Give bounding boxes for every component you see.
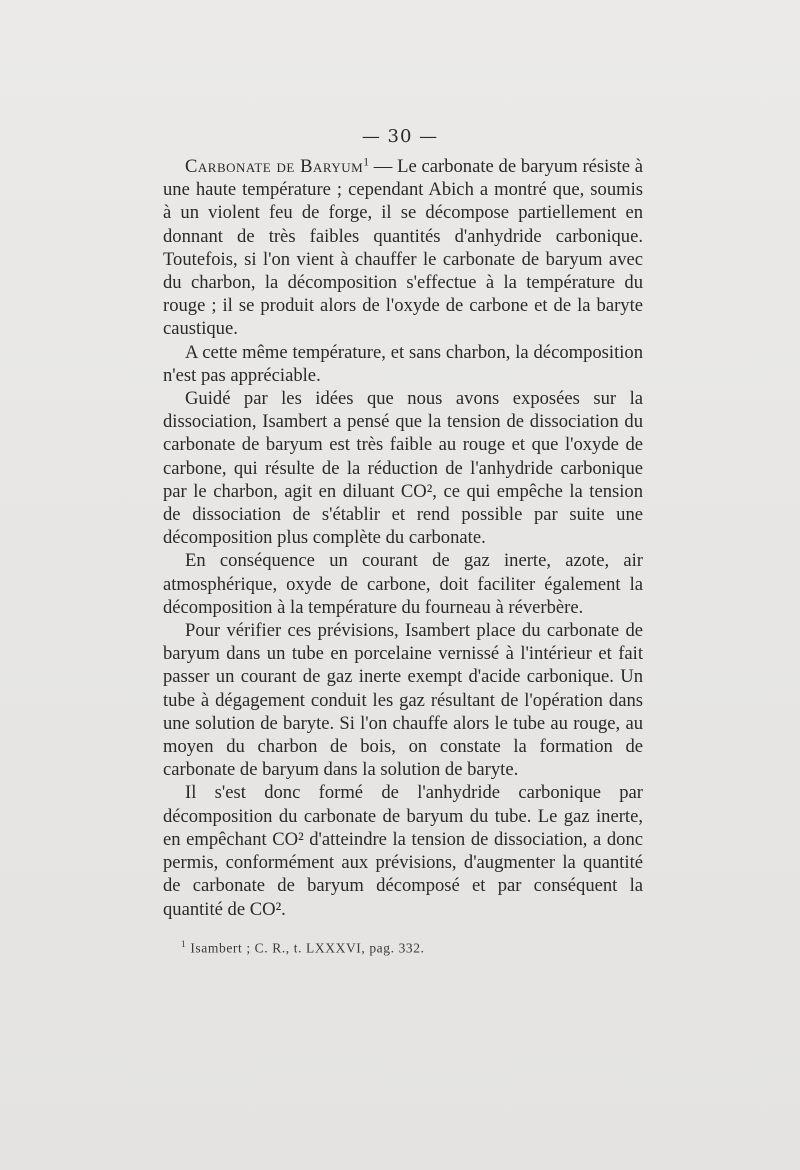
body-text xyxy=(163,155,643,921)
paragraph-1-text: — Le carbonate de baryum résiste à une haute température ; cependant Abich a montré que, soumis à un violent feu de forge, il se décompose partiellement en donnant de très faibles quantités d'anhydride carbonique. Toutefois, si l'on vient à chauffer le carbonate de baryum avec du charbon, la décomposition s'effectue à la température du rouge ; il se produit alors de l'oxyde de carbone et de la baryte caustique. xyxy=(163,156,643,340)
footnote-reference: 1 xyxy=(363,156,369,169)
page-number: — 30 — xyxy=(361,126,439,147)
paragraph-1 xyxy=(163,155,643,341)
paragraph-6: Il s'est donc formé de l'anhydride carbonique par décomposition du carbonate de baryum du tube. Le gaz inerte, en empêchant CO² d'atteindre la tension de dissociation, a donc permis, conformément aux prévisions, d'augmenter la quantité de carbonate de baryum décomposé et par conséquent la quantité de CO². xyxy=(163,782,643,920)
paragraph-5: Pour vérifier ces prévisions, Isambert place du carbonate de baryum dans un tube en porcelaine vernissé à l'intérieur et fait passer un courant de gaz inerte exempt d'acide carbonique. Un tube à dégagement conduit les gaz résultant de l'opération dans une solution de baryte. Si l'on chauffe alors le tube au rouge, au moyen du charbon de bois, on constate la formation de carbonate de baryum dans la solution de baryte. xyxy=(163,620,643,781)
footnote-mark: 1 xyxy=(181,940,187,950)
paragraph-4: En conséquence un courant de gaz inerte, azote, air atmosphérique, oxyde de carbone, doit faciliter également la décomposition à la température du fourneau à réverbère. xyxy=(163,550,643,618)
footnote xyxy=(181,940,425,957)
footnote-text: Isambert ; C. R., t. LXXXVI, pag. 332. xyxy=(190,940,425,956)
section-title: Carbonate de Baryum xyxy=(185,156,364,177)
paragraph-2: A cette même température, et sans charbon, la décomposition n'est pas appréciable. xyxy=(163,341,643,386)
paragraph-3: Guidé par les idées que nous avons exposées sur la dissociation, Isambert a pensé que la tension de dissociation du carbonate de baryum est très faible au rouge et que l'oxyde de carbone, qui résulte de la réduction de l'anhydride carbonique par le charbon, agit en diluant CO², ce qui empêche la tension de dissociation de s'établir et rend possible par suite une décomposition plus complète du carbonate. xyxy=(163,388,643,549)
